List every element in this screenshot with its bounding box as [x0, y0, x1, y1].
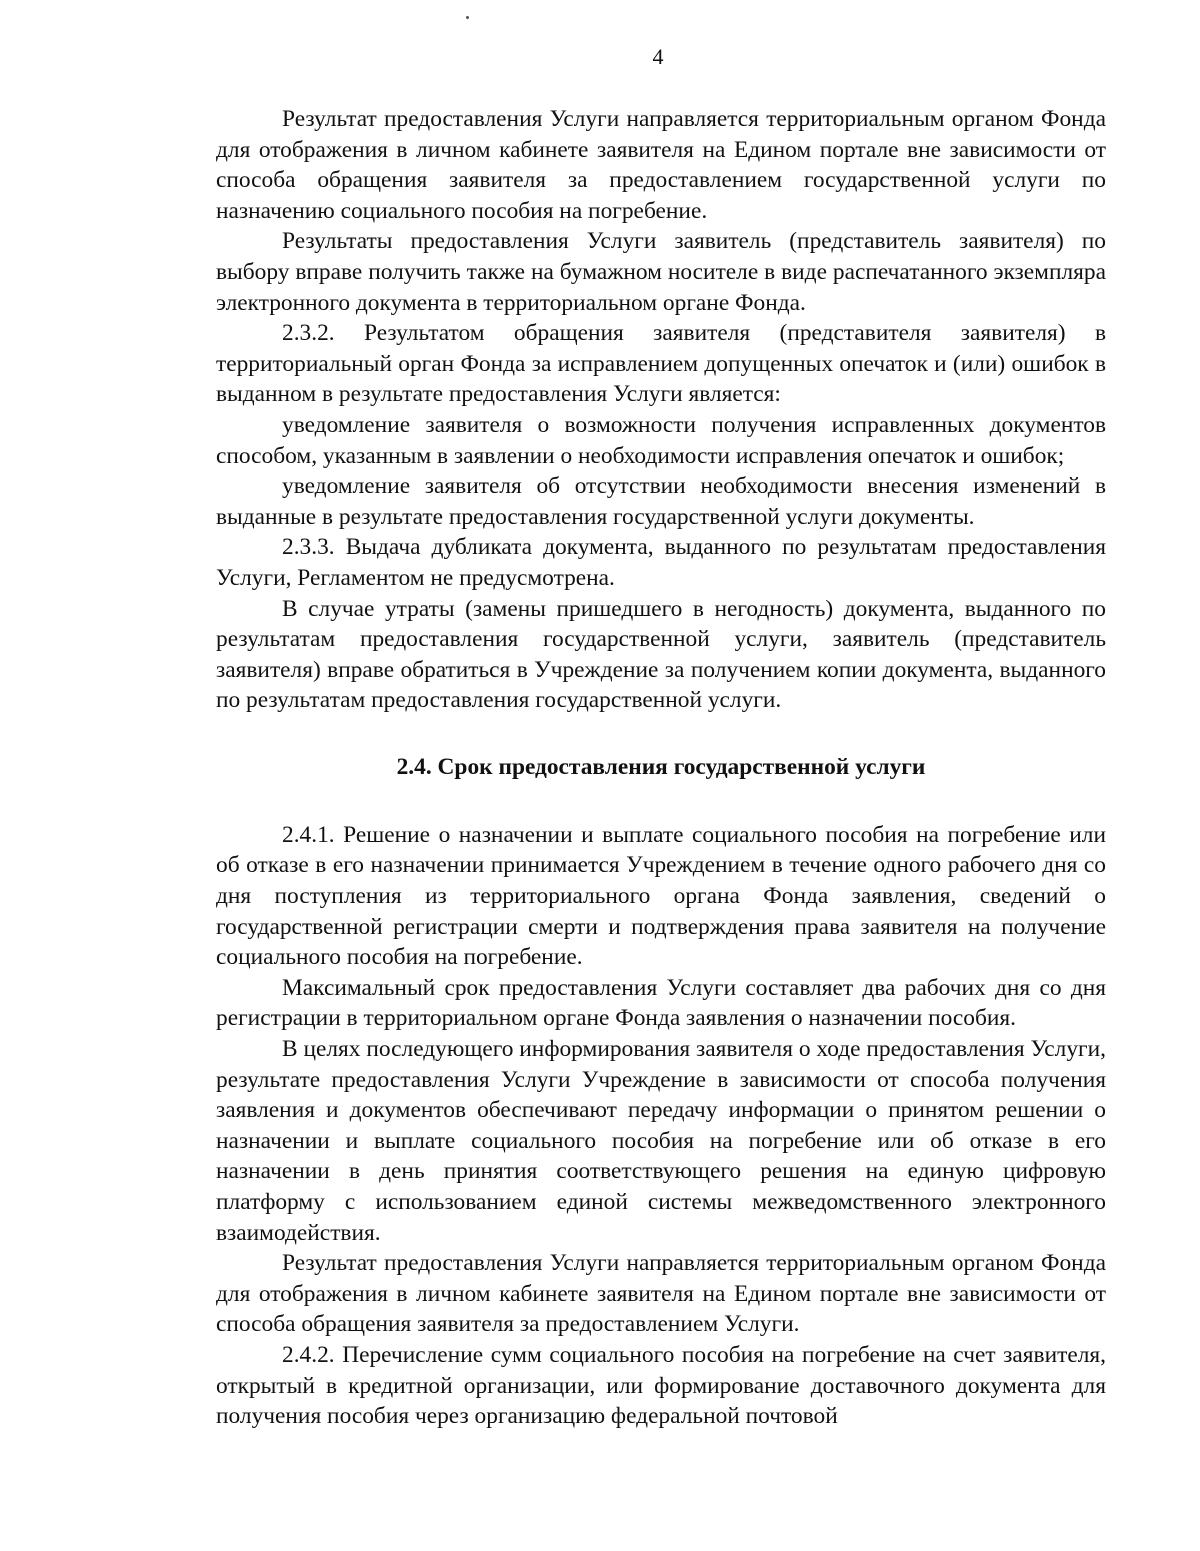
paragraph: 2.4.1. Решение о назначении и выплате социального пособия на погребение или об отказе в его назначении принимается Учреждением в течение одного рабочего дня со дня поступления из территориального органа Фонда заявления, сведений о государственной регистрации смерти и подтверждения права заявителя на получение социального пособия на погребение. [216, 821, 1106, 971]
paragraph: 2.3.2. Результатом обращения заявителя (представителя заявителя) в территориальный орган Фонда за исправлением допущенных опечаток и (или) ошибок в выданном в результате предоставления Услуги является: [216, 320, 1106, 408]
page-number: 4 [652, 44, 664, 69]
paragraph: уведомление заявителя об отсутствии необходимости внесения изменений в выданные в результате предоставления государственной услуги документы. [216, 473, 1106, 530]
document-body [216, 104, 1106, 1432]
paragraph: Результаты предоставления Услуги заявитель (представитель заявителя) по выбору вправе получить также на бумажном носителе в виде распечатанного экземпляра электронного документа в территориальном органе Фонда. [216, 228, 1106, 316]
paragraph: Результат предоставления Услуги направляется территориальным органом Фонда для отображения в личном кабинете заявителя на Едином портале вне зависимости от способа обращения заявителя за предоставлением Услуги. [216, 1250, 1106, 1338]
paragraph: Максимальный срок предоставления Услуги составляет два рабочих дня со дня регистрации в территориальном органе Фонда заявления о назначении пособия. [216, 974, 1106, 1032]
paragraph: Результат предоставления Услуги направляется территориальным органом Фонда для отображения в личном кабинете заявителя на Едином портале вне зависимости от способа обращения заявителя за предоставлением государственной услуги по назначению социального пособия на погребение. [216, 106, 1106, 224]
paragraph: 2.3.3. Выдача дубликата документа, выданного по результатам предоставления Услуги, Регламентом не предусмотрена. [216, 534, 1106, 591]
paragraph: В случае утраты (замены пришедшего в негодность) документа, выданного по результатам предоставления государственной услуги, заявитель (представитель заявителя) вправе обратиться в Учреждение за получением копии документа, выданного по результатам предоставления государственной услуги. [216, 595, 1106, 714]
scan-dot [466, 16, 469, 19]
paragraph: В целях последующего информирования заявителя о ходе предоставления Услуги, результате предоставления Услуги Учреждение в зависимости от способа получения заявления и документов обеспечивают передачу информации о принятом решении о назначении и выплате социального пособия на погребение или об отказе в его назначении в день принятия соответствующего решения на единую цифровую платформу с использованием единой системы межведомственного электронного взаимодействия. [216, 1036, 1106, 1246]
paragraph: уведомление заявителя о возможности получения исправленных документов способом, указанным в заявлении о необходимости исправления опечаток и ошибок; [216, 411, 1106, 469]
section-heading: 2.4. Срок предоставления государственной услуги [396, 753, 926, 780]
paragraph: 2.4.2. Перечисление сумм социального пособия на погребение на счет заявителя, открытый в кредитной организации, или формирование доставочного документа для получения пособия через организацию федеральной почтовой [216, 1341, 1106, 1430]
